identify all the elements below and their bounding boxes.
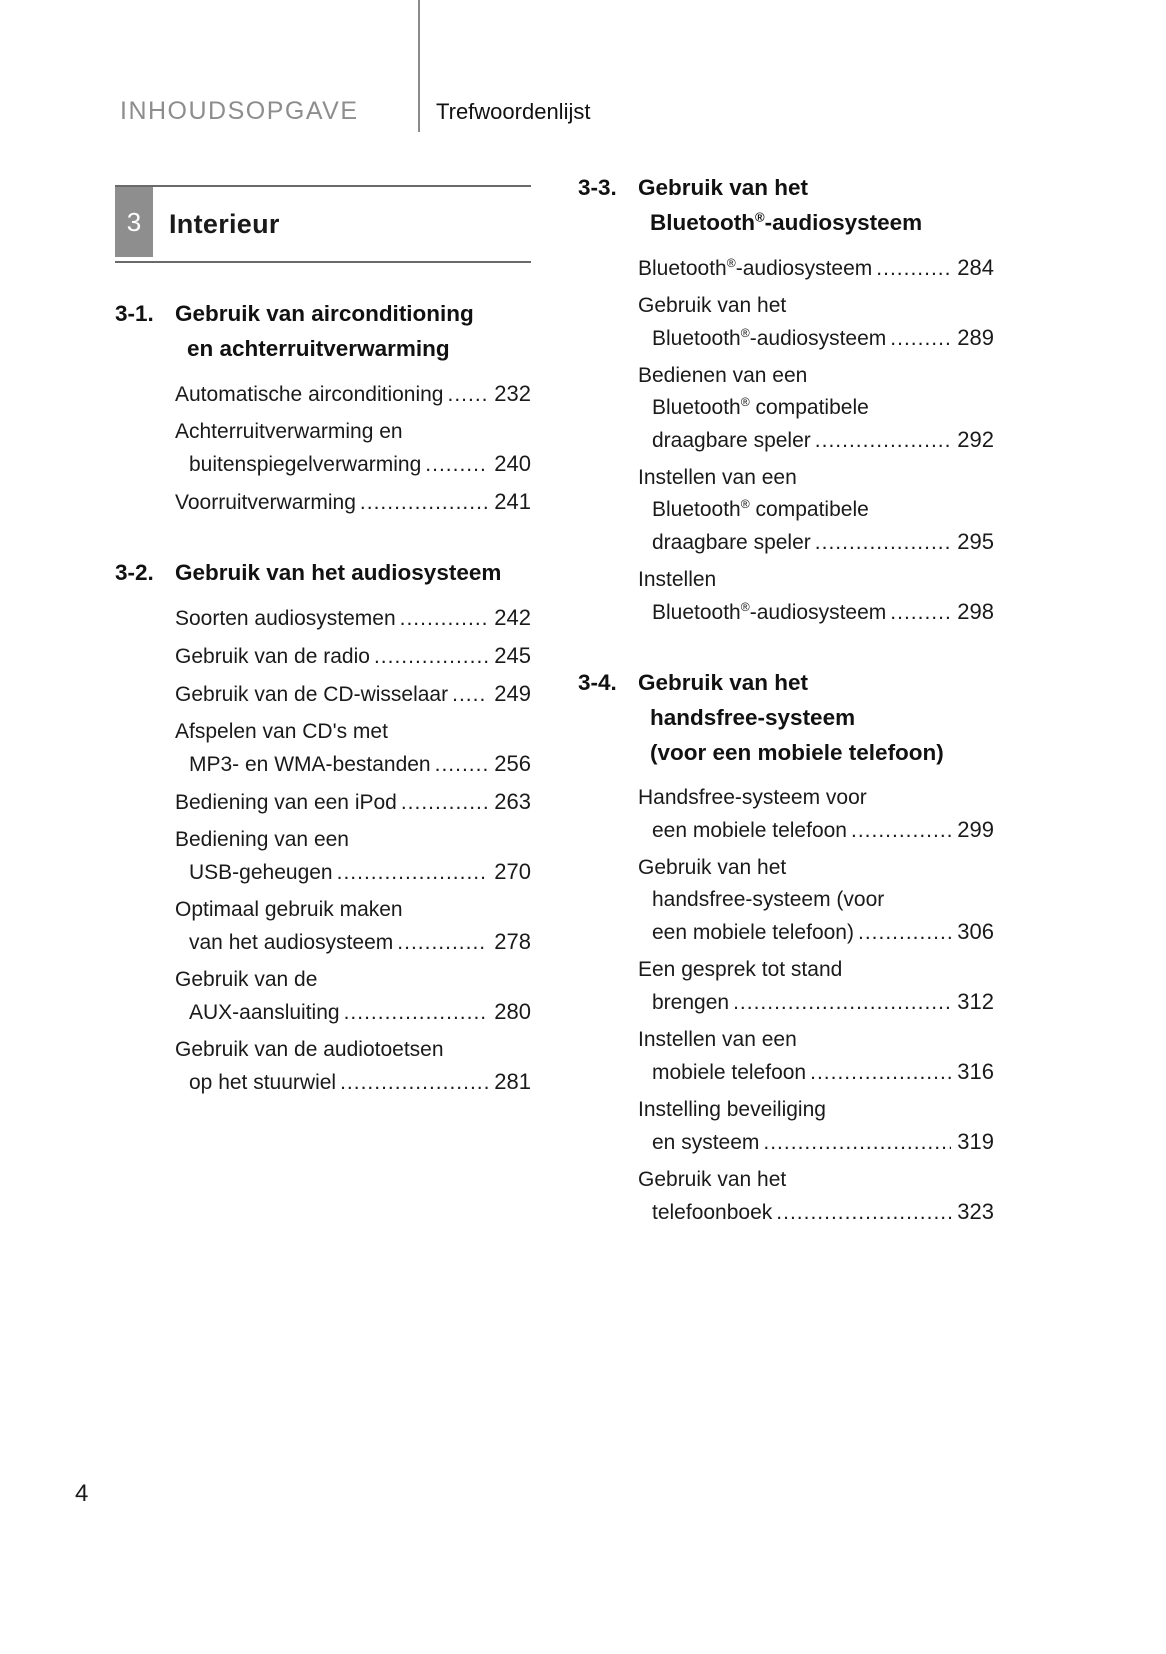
entry-page-number: 256 bbox=[494, 751, 531, 776]
toc-entry-line bbox=[175, 964, 531, 996]
entry-text: en systeem bbox=[652, 1131, 760, 1154]
toc-entry-line bbox=[175, 448, 531, 481]
dot-leader bbox=[340, 1067, 488, 1099]
dot-leader bbox=[452, 679, 488, 711]
chapter-number: 3 bbox=[115, 187, 153, 257]
entry-page-number: 295 bbox=[957, 529, 994, 554]
entry-page-number: 263 bbox=[494, 789, 531, 814]
entry-text: brengen bbox=[652, 991, 730, 1014]
entry-page-number: 323 bbox=[957, 1199, 994, 1224]
toc-entry[interactable] bbox=[638, 852, 994, 949]
entry-text: een mobiele telefoon bbox=[652, 819, 847, 842]
section-id: 3-4. bbox=[578, 670, 617, 695]
toc-entry-line bbox=[175, 856, 531, 889]
dot-leader bbox=[401, 787, 488, 819]
section-entries bbox=[115, 602, 531, 1099]
entry-page-number: 306 bbox=[957, 919, 994, 944]
toc-entry-line bbox=[175, 748, 531, 781]
toc-entry-line bbox=[175, 378, 531, 411]
entry-text: draagbare speler bbox=[652, 531, 811, 554]
entry-text: mobiele telefoon bbox=[652, 1061, 807, 1084]
entry-text: Gebruik van het bbox=[638, 1168, 787, 1191]
toc-entry-line bbox=[638, 596, 994, 629]
dot-leader bbox=[733, 987, 951, 1019]
section-title bbox=[175, 555, 531, 590]
section-id: 3-1. bbox=[115, 301, 154, 326]
entry-text: een mobiele telefoon) bbox=[652, 921, 854, 944]
entry-page-number: 284 bbox=[957, 255, 994, 280]
section-entries bbox=[578, 252, 994, 629]
toc-column-right bbox=[578, 170, 994, 1234]
entry-page-number: 319 bbox=[957, 1129, 994, 1154]
entry-page-number: 316 bbox=[957, 1059, 994, 1084]
toc-entry-line bbox=[175, 716, 531, 748]
dot-leader bbox=[374, 641, 488, 673]
toc-entry[interactable] bbox=[175, 1034, 531, 1099]
dot-leader bbox=[890, 597, 951, 629]
entry-text: Achterruitverwarming en bbox=[175, 420, 403, 443]
entry-page-number: 241 bbox=[494, 489, 531, 514]
toc-entry-line bbox=[638, 986, 994, 1019]
dot-leader bbox=[876, 253, 951, 285]
toc-entry-line bbox=[638, 1164, 994, 1196]
entry-text: Bediening van een iPod bbox=[175, 791, 397, 814]
entry-text: Gebruik van de bbox=[175, 968, 318, 991]
toc-entry-line bbox=[638, 1056, 994, 1089]
toc-entry[interactable] bbox=[175, 378, 531, 411]
dot-leader bbox=[776, 1197, 951, 1229]
toc-entry-line bbox=[638, 954, 994, 986]
entry-text: Optimaal gebruik maken bbox=[175, 898, 403, 921]
entry-text: buitenspiegelverwarming bbox=[189, 453, 422, 476]
toc-entry-line bbox=[638, 526, 994, 559]
entry-text: Instellen van een bbox=[638, 466, 797, 489]
entry-page-number: 299 bbox=[957, 817, 994, 842]
section-title-line: Gebruik van het bbox=[638, 175, 809, 200]
toc-entry[interactable] bbox=[175, 894, 531, 959]
entry-text: Instelling beveiliging bbox=[638, 1098, 826, 1121]
dot-leader bbox=[360, 487, 488, 519]
toc-entry-line bbox=[175, 416, 531, 448]
entry-text: Bediening van een bbox=[175, 828, 349, 851]
toc-entry-line bbox=[175, 996, 531, 1029]
entry-text: van het audiosysteem bbox=[189, 931, 394, 954]
entry-page-number: 281 bbox=[494, 1069, 531, 1094]
dot-leader bbox=[435, 749, 489, 781]
toc-entry[interactable] bbox=[638, 1164, 994, 1229]
toc-entry-line bbox=[638, 290, 994, 322]
toc-entry[interactable] bbox=[638, 252, 994, 285]
section-title-line: Gebruik van het audiosysteem bbox=[175, 560, 502, 585]
chapter-banner bbox=[115, 185, 531, 263]
entry-text: Gebruik van de CD-wisselaar bbox=[175, 683, 449, 706]
toc-entry-line bbox=[175, 602, 531, 635]
section-entries bbox=[115, 378, 531, 519]
toc-entry[interactable] bbox=[175, 416, 531, 481]
toc-entry-line bbox=[638, 884, 994, 916]
dot-leader bbox=[337, 857, 489, 889]
toc-entry[interactable] bbox=[638, 1024, 994, 1089]
toc-entry-line bbox=[638, 564, 994, 596]
toc-entry-line bbox=[638, 322, 994, 355]
entry-page-number: 280 bbox=[494, 999, 531, 1024]
dot-leader bbox=[344, 997, 489, 1029]
toc-entry[interactable] bbox=[175, 716, 531, 781]
entry-text: Gebruik van de radio bbox=[175, 645, 370, 668]
toc-entry[interactable] bbox=[175, 602, 531, 635]
entry-text: handsfree-systeem (voor bbox=[652, 888, 885, 911]
toc-entry[interactable] bbox=[175, 964, 531, 1029]
entry-text: Bluetooth® compatibele bbox=[652, 395, 869, 419]
toc-section bbox=[115, 555, 531, 1099]
toc-entry-line bbox=[638, 1094, 994, 1126]
section-heading bbox=[115, 296, 531, 366]
entry-text: AUX-aansluiting bbox=[189, 1001, 340, 1024]
section-title bbox=[175, 296, 531, 366]
entry-text: MP3- en WMA-bestanden bbox=[189, 753, 431, 776]
toc-entry[interactable] bbox=[175, 678, 531, 711]
dot-leader bbox=[851, 815, 951, 847]
page-number: 4 bbox=[75, 1480, 89, 1507]
toc-entry-line bbox=[638, 1196, 994, 1229]
dot-leader bbox=[397, 927, 488, 959]
entry-text: Gebruik van het bbox=[638, 856, 787, 879]
entry-page-number: 298 bbox=[957, 599, 994, 624]
toc-entry-line bbox=[638, 252, 994, 285]
section-id: 3-3. bbox=[578, 175, 617, 200]
toc-entry[interactable] bbox=[175, 786, 531, 819]
toc-entry-line bbox=[175, 486, 531, 519]
entry-page-number: 240 bbox=[494, 451, 531, 476]
toc-section bbox=[578, 170, 994, 629]
toc-entry-line bbox=[638, 852, 994, 884]
index-link[interactable]: Trefwoordenlijst bbox=[436, 99, 591, 124]
toc-column-left bbox=[115, 296, 531, 1104]
section-heading bbox=[578, 170, 994, 240]
toc-entry-line bbox=[638, 1024, 994, 1056]
toc-entry-line bbox=[638, 424, 994, 457]
toc-entry-line bbox=[638, 360, 994, 392]
entry-text: Bluetooth®-audiosysteem bbox=[652, 326, 887, 350]
section-title bbox=[638, 665, 994, 770]
toc-entry[interactable] bbox=[175, 486, 531, 519]
toc-entry[interactable] bbox=[175, 824, 531, 889]
section-title-line: en achterruitverwarming bbox=[187, 336, 450, 361]
entry-text: USB-geheugen bbox=[189, 861, 333, 884]
toc-entry-line bbox=[638, 462, 994, 494]
entry-text: Gebruik van het bbox=[638, 294, 787, 317]
toc-entry-line bbox=[638, 916, 994, 949]
toc-entry[interactable] bbox=[638, 360, 994, 457]
dot-leader bbox=[400, 603, 489, 635]
entry-text: Handsfree-systeem voor bbox=[638, 786, 867, 809]
dot-leader bbox=[425, 449, 488, 481]
section-title-line: Gebruik van het bbox=[638, 670, 809, 695]
dot-leader bbox=[815, 425, 952, 457]
toc-section bbox=[578, 665, 994, 1229]
entry-page-number: 232 bbox=[494, 381, 531, 406]
toc-entry[interactable] bbox=[638, 462, 994, 559]
toc-entry[interactable] bbox=[638, 564, 994, 629]
section-title-line: (voor een mobiele telefoon) bbox=[650, 740, 944, 765]
toc-section bbox=[115, 296, 531, 519]
toc-entry[interactable] bbox=[638, 782, 994, 847]
section-heading bbox=[578, 665, 994, 770]
entry-text: telefoonboek bbox=[652, 1201, 773, 1224]
toc-entry-line bbox=[638, 782, 994, 814]
section-heading bbox=[115, 555, 531, 590]
entry-page-number: 249 bbox=[494, 681, 531, 706]
dot-leader bbox=[890, 323, 951, 355]
dot-leader bbox=[448, 379, 489, 411]
entry-text: Een gesprek tot stand bbox=[638, 958, 843, 981]
entry-page-number: 270 bbox=[494, 859, 531, 884]
section-entries bbox=[578, 782, 994, 1229]
dot-leader bbox=[815, 527, 952, 559]
toc-entry-line bbox=[638, 494, 994, 526]
entry-text: Soorten audiosystemen bbox=[175, 607, 396, 630]
dot-leader bbox=[810, 1057, 951, 1089]
section-title-line: Gebruik van airconditioning bbox=[175, 301, 474, 326]
toc-entry-line bbox=[638, 1126, 994, 1159]
entry-page-number: 292 bbox=[957, 427, 994, 452]
entry-page-number: 312 bbox=[957, 989, 994, 1014]
entry-text: op het stuurwiel bbox=[189, 1071, 337, 1094]
entry-text: Bluetooth® compatibele bbox=[652, 497, 869, 521]
toc-entry-line bbox=[175, 894, 531, 926]
entry-page-number: 278 bbox=[494, 929, 531, 954]
entry-page-number: 245 bbox=[494, 643, 531, 668]
toc-entry-line bbox=[175, 640, 531, 673]
entry-text: Bedienen van een bbox=[638, 364, 808, 387]
entry-text: Gebruik van de audiotoetsen bbox=[175, 1038, 444, 1061]
entry-text: Bluetooth®-audiosysteem bbox=[652, 600, 887, 624]
entry-text: draagbare speler bbox=[652, 429, 811, 452]
entry-text: Automatische airconditioning bbox=[175, 383, 444, 406]
section-title bbox=[638, 170, 994, 240]
toc-entry-line bbox=[638, 814, 994, 847]
entry-page-number: 289 bbox=[957, 325, 994, 350]
section-title-line: Bluetooth®-audiosysteem bbox=[650, 209, 923, 235]
header-divider bbox=[418, 0, 420, 132]
toc-entry[interactable] bbox=[638, 1094, 994, 1159]
toc-entry-line bbox=[175, 824, 531, 856]
section-id: 3-2. bbox=[115, 560, 154, 585]
entry-page-number: 242 bbox=[494, 605, 531, 630]
toc-entry-line bbox=[175, 1034, 531, 1066]
section-title-line: handsfree-systeem bbox=[650, 705, 856, 730]
toc-title: INHOUDSOPGAVE bbox=[120, 97, 359, 125]
entry-text: Instellen bbox=[638, 568, 717, 591]
dot-leader bbox=[858, 917, 951, 949]
dot-leader bbox=[763, 1127, 951, 1159]
toc-entry-line bbox=[638, 392, 994, 424]
toc-entry[interactable] bbox=[638, 954, 994, 1019]
entry-text: Bluetooth®-audiosysteem bbox=[638, 256, 873, 280]
chapter-title: Interieur bbox=[169, 208, 280, 239]
entry-text: Instellen van een bbox=[638, 1028, 797, 1051]
entry-text: Afspelen van CD's met bbox=[175, 720, 388, 743]
toc-entry[interactable] bbox=[638, 290, 994, 355]
toc-entry-line bbox=[175, 926, 531, 959]
toc-entry[interactable] bbox=[175, 640, 531, 673]
toc-entry-line bbox=[175, 1066, 531, 1099]
toc-entry-line bbox=[175, 678, 531, 711]
toc-entry-line bbox=[175, 786, 531, 819]
entry-text: Voorruitverwarming bbox=[175, 491, 356, 514]
